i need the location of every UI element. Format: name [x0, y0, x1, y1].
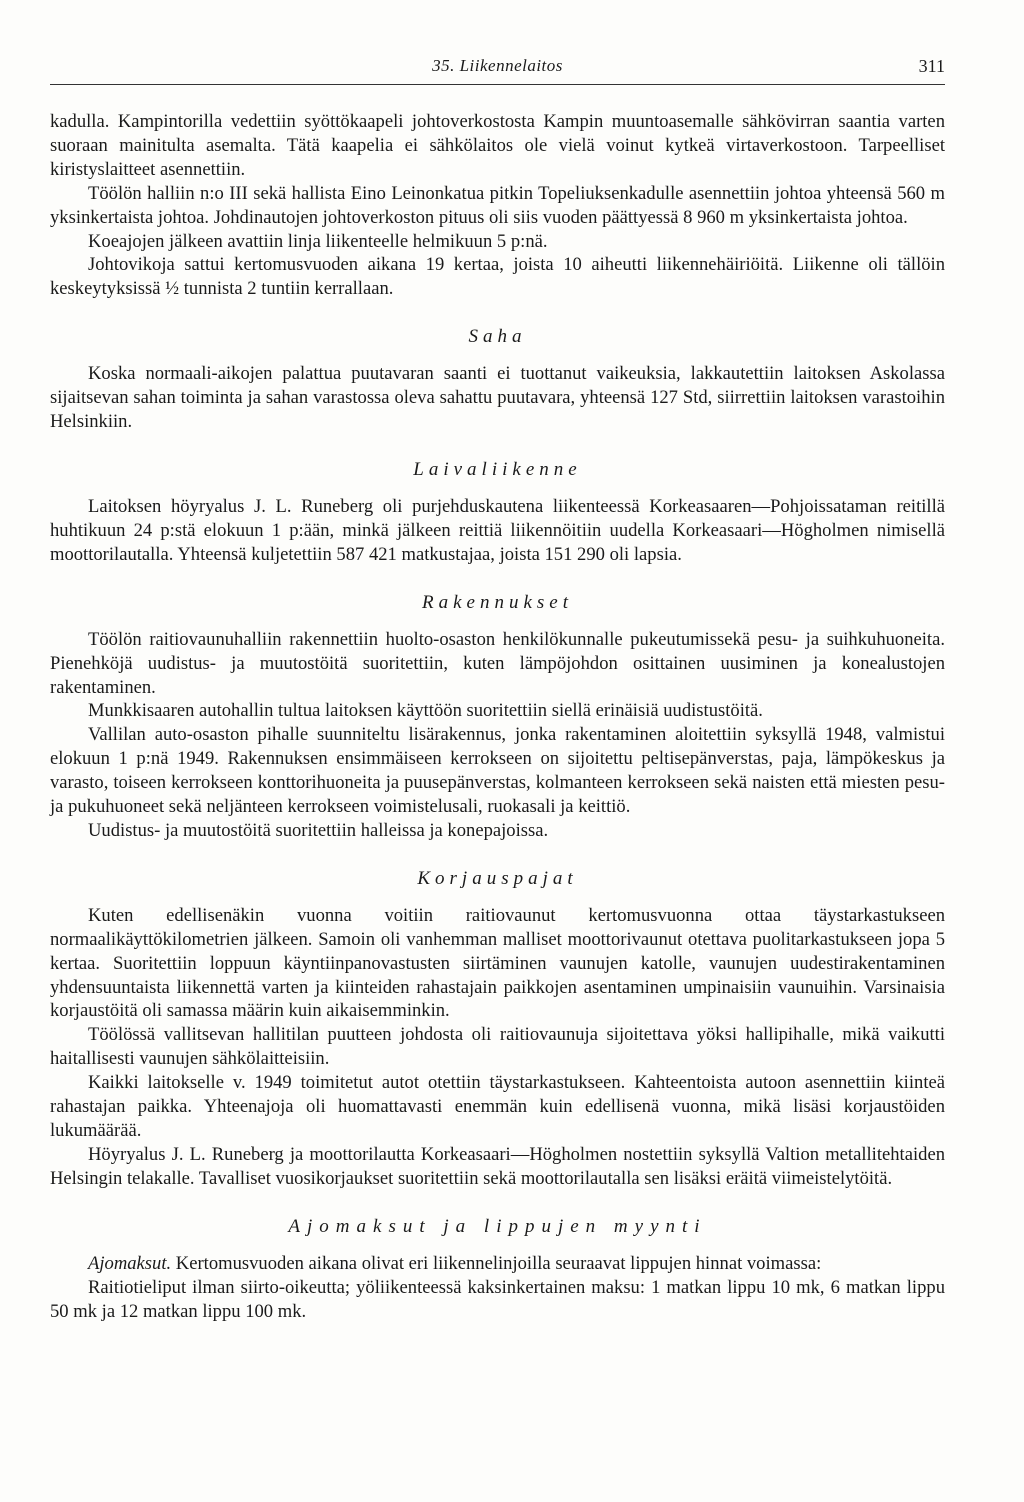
paragraph: Raitiotieliput ilman siirto-oikeutta; yöliikenteessä kaksinkertainen maksu: 1 matkan lippu 10 mk, 6 matkan lippu 50 mk ja 12 matkan lippu 100 mk.	[50, 1276, 945, 1322]
paragraph: Höyryalus J. L. Runeberg ja moottorilautta Korkeasaari—Högholmen nostettiin syksyllä Valtion metallitehtaiden Helsingin telakalle. Tavalliset vuosikorjaukset suoritettiin sekä moottorilautalla sen lisäksi eräitä viimeistelytöitä.	[50, 1143, 945, 1189]
paragraph: Vallilan auto-osaston pihalle suunniteltu lisärakennus, jonka rakentaminen aloitettiin syksyllä 1948, valmistui elokuun 1 p:nä 1949. Rakennuksen ensimmäiseen kerrokseen on sijoitettu peltisepänverstas, paja, lämpökeskus ja varasto, toiseen kerrokseen konttorihuoneita ja puusepänverstas, kolmanteen kerrokseen sekä naisten että miesten pesu- ja pukuhuoneet sekä neljänteen kerrokseen voimistelusali, ruokasali ja keittiö.	[50, 724, 945, 818]
section-heading-laivaliikenne: Laivaliikenne	[413, 458, 582, 480]
paragraph: Koeajojen jälkeen avattiin linja liikenteelle helmikuun 5 p:nä.	[88, 230, 548, 252]
paragraph: Töölön raitiovaunuhalliin rakennettiin huolto-osaston henkilökunnalle pukeutumissekä pesu- ja suihkuhuoneita. Pienehköjä uudistus- ja muutostöitä suoritettiin, kuten lämpöjohdon osittainen uusiminen ja konealustojen rakentaminen.	[50, 628, 945, 698]
paragraph: Uudistus- ja muutostöitä suoritettiin halleissa ja konepajoissa.	[88, 819, 549, 841]
paragraph-lead: Ajomaksut.	[88, 1252, 172, 1274]
section-heading-ajomaksut: Ajomaksut ja lippujen myynti	[288, 1215, 707, 1237]
paragraph: kadulla. Kampintorilla vedettiin syöttökaapeli johtoverkostosta Kampin muuntoasemalle sähkövirran saantia varten suoraan mainitulta asemalta. Tätä kaapelia ei sähkölaitos ole vielä voinut kytkeä virtaverkostoon. Tarpeelliset kiristyslaitteet asennettiin.	[50, 111, 945, 180]
paragraph: Laitoksen höyryalus J. L. Runeberg oli purjehduskautena liikenteessä Korkeasaaren—Pohjoissataman reitillä huhtikuun 24 p:stä elokuun 1 p:ään, minkä jälkeen reittiä liikennöitiin uudella Korkeasaari—Högholmen nimisellä moottorilautalla. Yhteensä kuljetettiin 587 421 matkustajaa, joista 151 290 oli lapsia.	[50, 495, 945, 565]
section-heading-saha: Saha	[468, 326, 527, 348]
page-number: 311	[918, 56, 945, 76]
document-body	[50, 110, 945, 1323]
paragraph: Johtovikoja sattui kertomusvuoden aikana 19 kertaa, joista 10 aiheutti liikennehäiriöitä. Liikenne oli tällöin keskeytyksissä ½ tunnista 2 tuntiin kerrallaan.	[50, 254, 945, 300]
section-heading-rakennukset: Rakennukset	[421, 591, 573, 613]
paragraph: Töölössä vallitsevan hallitilan puutteen johdosta oli raitiovaunuja sijoitettava yöksi hallipihalle, mikä vaikutti haitallisesti vaunujen sähkölaitteisiin.	[50, 1024, 945, 1070]
paragraph-text: Kertomusvuoden aikana olivat eri liikennelinjoilla seuraavat lippujen hinnat voimassa:	[171, 1252, 822, 1274]
paragraph	[50, 1252, 945, 1276]
running-header-title: 35. Liikennelaitos	[432, 56, 563, 75]
section-heading-korjauspajat: Korjauspajat	[417, 867, 578, 889]
paragraph: Munkkisaaren autohallin tultua laitoksen käyttöön suoritettiin siellä erinäisiä uudistustöitä.	[88, 700, 763, 722]
running-header	[50, 52, 945, 85]
paragraph: Töölön halliin n:o III sekä hallista Eino Leinonkatua pitkin Topeliuksenkadulle asennettiin johtoa yhteensä 560 m yksinkertaista johtoa. Johdinautojen johtoverkoston pituus oli siis vuoden päättyessä 8 960 m yksinkertaista johtoa.	[50, 182, 945, 228]
paragraph: Kaikki laitokselle v. 1949 toimitetut autot otettiin täystarkastukseen. Kahteentoista autoon asennettiin kiinteä rahastajan paikka. Yhteenajoja oli huomattavasti enemmän kuin edellisenä vuonna, mikä lisäsi korjaustöiden lukumäärää.	[50, 1072, 945, 1141]
paragraph: Koska normaali-aikojen palattua puutavaran saanti ei tuottanut vaikeuksia, lakkautettiin laitoksen Askolassa sijaitsevan sahan toiminta ja sahan varastossa oleva sahattu puutavara, yhteensä 127 Std, siirrettiin laitoksen varastoihin Helsinkiin.	[50, 363, 945, 433]
paragraph: Kuten edellisenäkin vuonna voitiin raitiovaunut kertomusvuonna ottaa täystarkastukseen normaalikäyttökilometrien jälkeen. Samoin oli vanhemman malliset moottorivaunut otettava puolitarkastukseen jopa 5 kertaa. Suoritettiin loppuun käyntiinpanovastusten siirtäminen vaunujen katolle, vaunujen uudestirakentaminen yhdensuuntaista liikennettä varten ja kiinteiden rahastajain paikkojen asentaminen umpinaisiin vaunuihin. Varsinaisia korjaustöitä oli samassa määrin kuin aikaisemminkin.	[50, 904, 945, 1022]
